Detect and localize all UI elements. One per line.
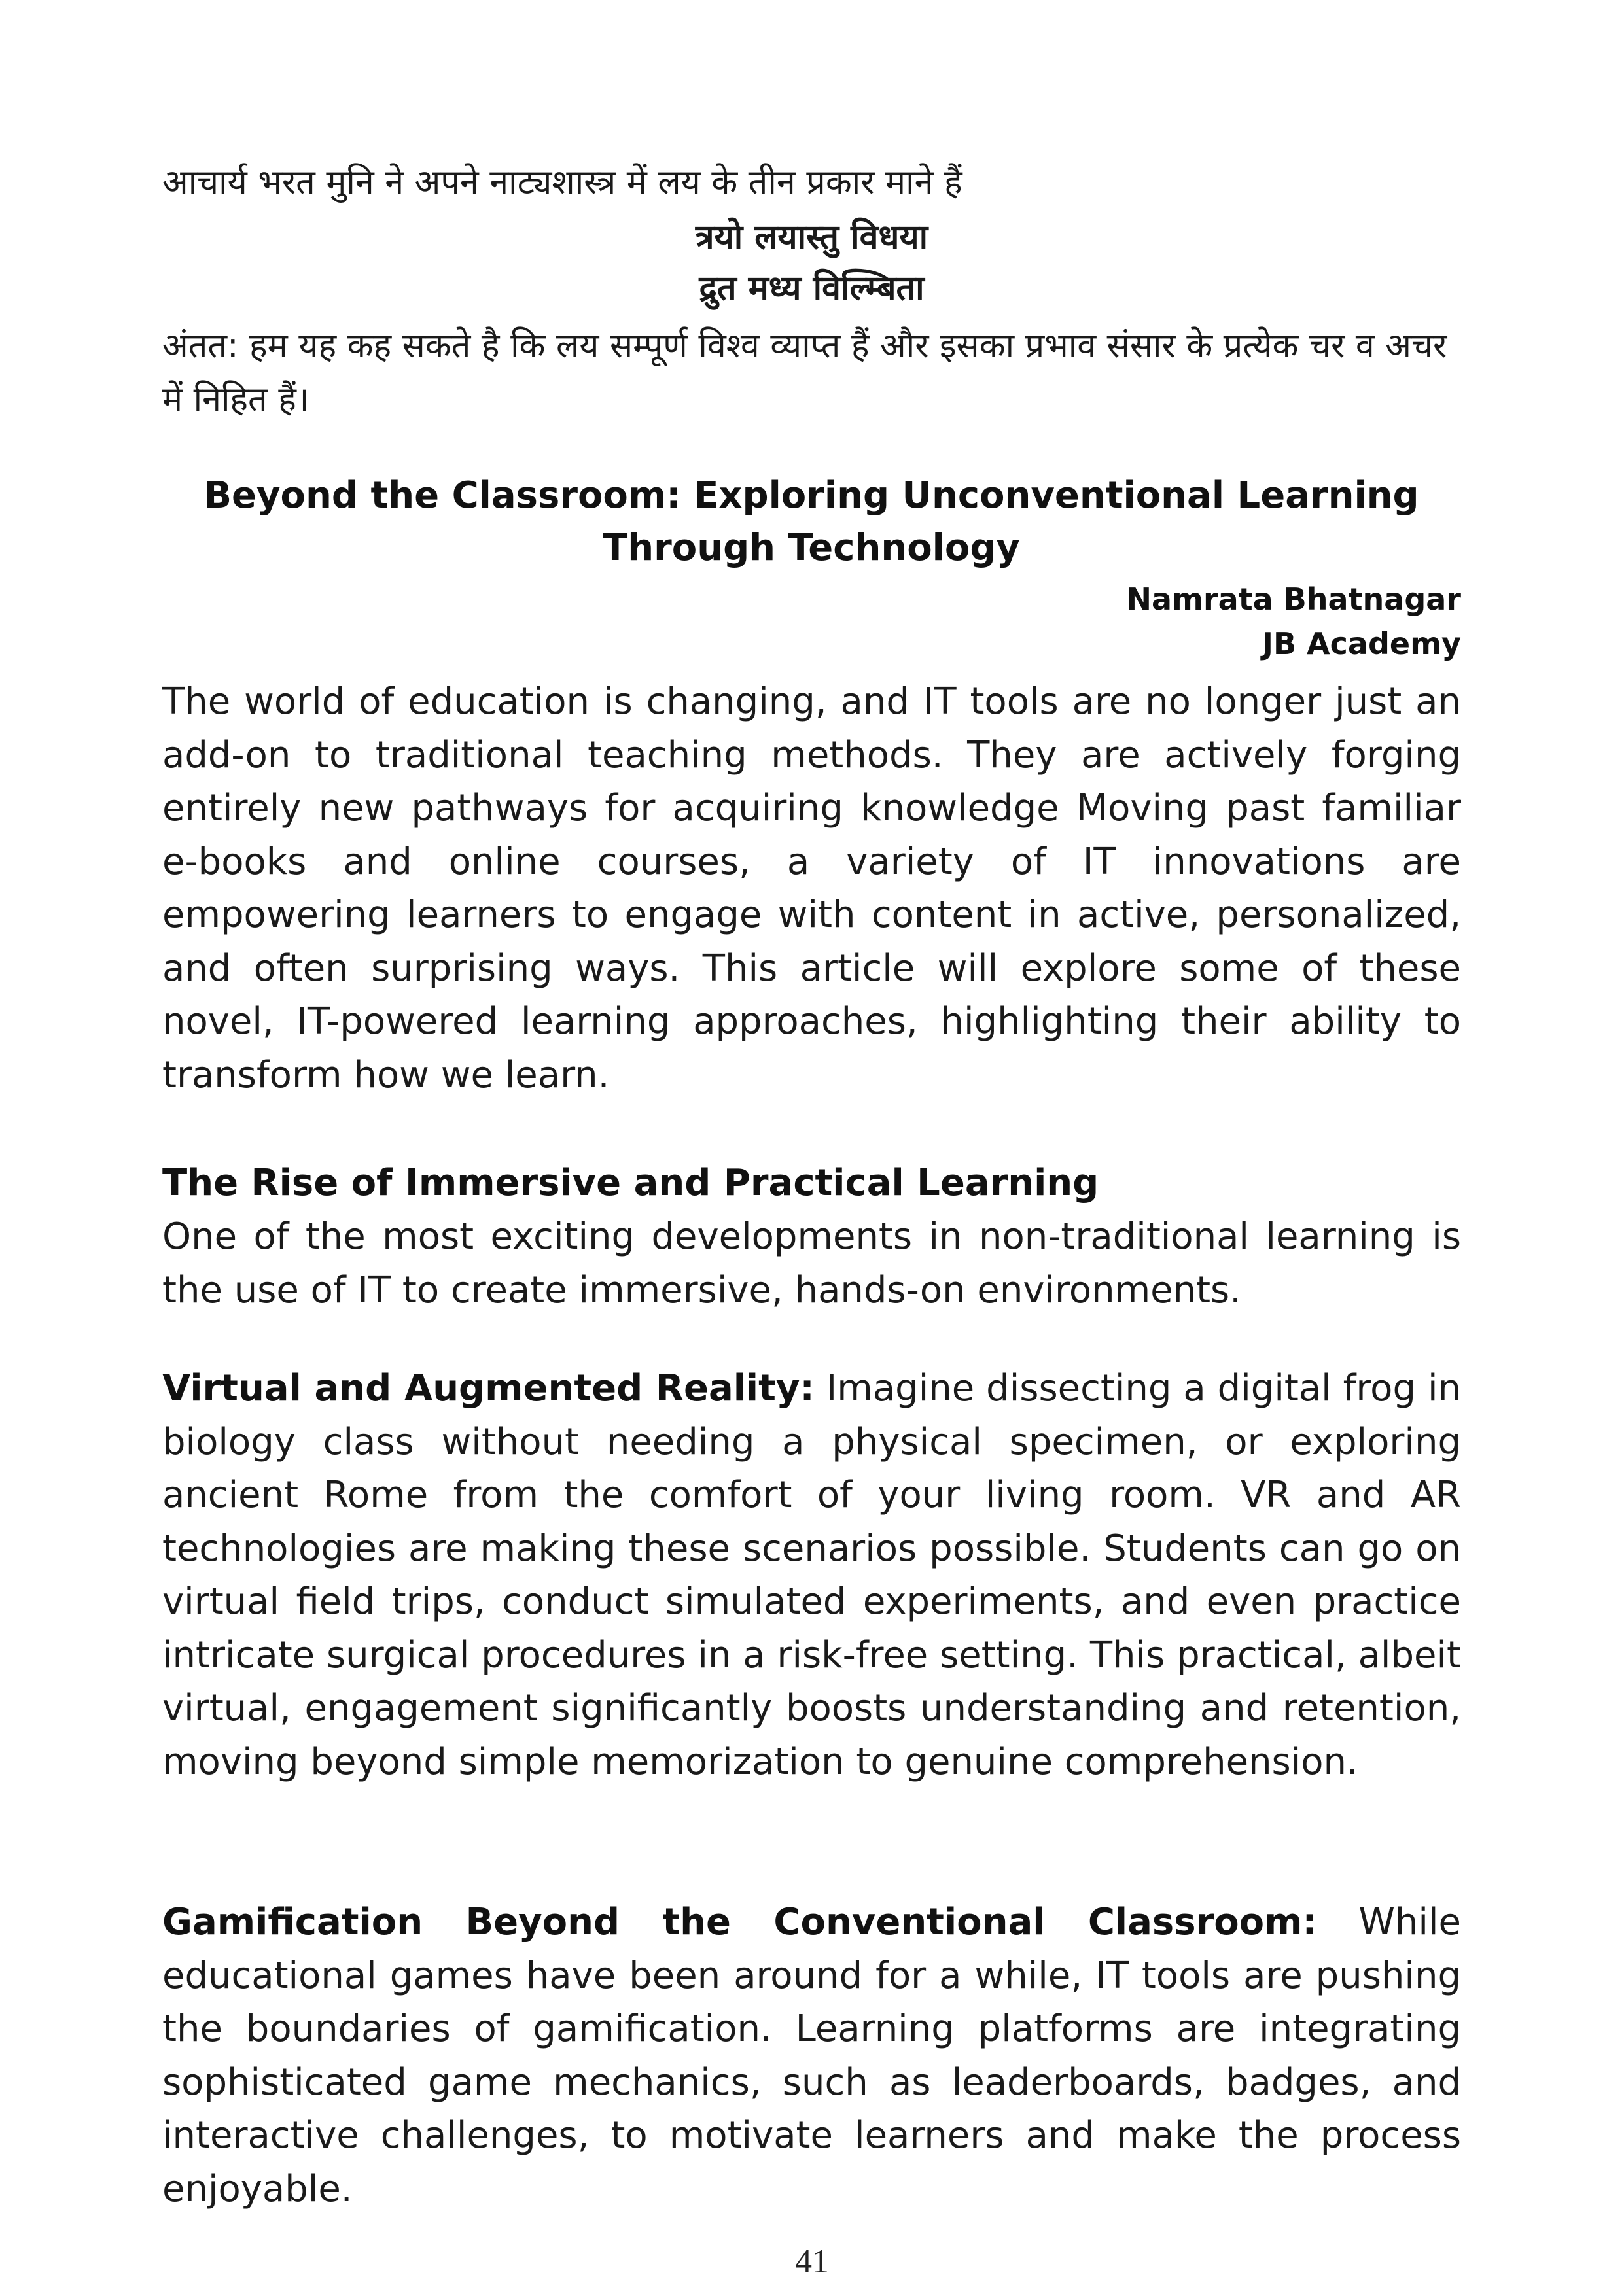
article-title: Beyond the Classroom: Exploring Unconventional Learning Through Technology (203, 474, 1419, 569)
hindi-conclusion: अंतत: हम यह कह सकते है कि लय सम्पूर्ण विश्व व्याप्त हैं और इसका प्रभाव संसार के प्रत्येक चर व अचर में निहित हैं। (162, 326, 1447, 419)
vr-ar-paragraph (162, 1362, 1461, 1788)
hindi-intro-line: आचार्य भरत मुनि ने अपने नाट्यशास्त्र में लय के तीन प्रकार माने हैं (162, 163, 962, 202)
gamification-text: While educational games have been around for a while, IT tools are pushing the boundaries of gamification. Learning platforms are integrating sophisticated game mechanics, such as leaderboards, badges, and interactive challenges, to motivate learners and make the process enjoyable. (162, 1901, 1461, 2210)
author-affiliation: JB Academy (1262, 626, 1461, 661)
page-number: 41 (795, 2243, 829, 2280)
intro-paragraph: The world of education is changing, and IT tools are no longer just an add-on to traditional teaching methods. They are actively forging entirely new pathways for acquiring knowledge Moving past familiar e-books and online courses, a variety of IT innovations are empowering learners to engage with content in active, personalized, and often surprising ways. This article will explore some of these novel, IT-powered learning approaches, highlighting their ability to transform how we learn. (162, 680, 1461, 1096)
gamification-paragraph (162, 1896, 1461, 2216)
section-paragraph: One of the most exciting developments in non-traditional learning is the use of IT to create immersive, hands-on environments. (162, 1215, 1461, 1312)
vr-ar-lead: Virtual and Augmented Reality: (162, 1367, 815, 1410)
hindi-verse-line-1: त्रयो लयास्तु विधया (695, 218, 928, 257)
author-name: Namrata Bhatnagar (1126, 582, 1461, 617)
gamification-lead: Gamification Beyond the Conventional Classroom: (162, 1901, 1317, 1943)
vr-ar-text: Imagine dissecting a digital frog in biology class without needing a physical specimen, or exploring ancient Rome from the comfort of your living room. VR and AR technologies are making these scenarios possible. Students can go on virtual field trips, conduct simulated experiments, and even practice intricate surgical procedures in a risk-free setting. This practical, albeit virtual, engagement significantly boosts understanding and retention, moving beyond simple memorization to genuine comprehension. (162, 1367, 1462, 1783)
section-heading: The Rise of Immersive and Practical Learning (162, 1162, 1099, 1204)
hindi-verse-line-2: द्रुत मध्य विल्म्बिता (699, 269, 925, 308)
